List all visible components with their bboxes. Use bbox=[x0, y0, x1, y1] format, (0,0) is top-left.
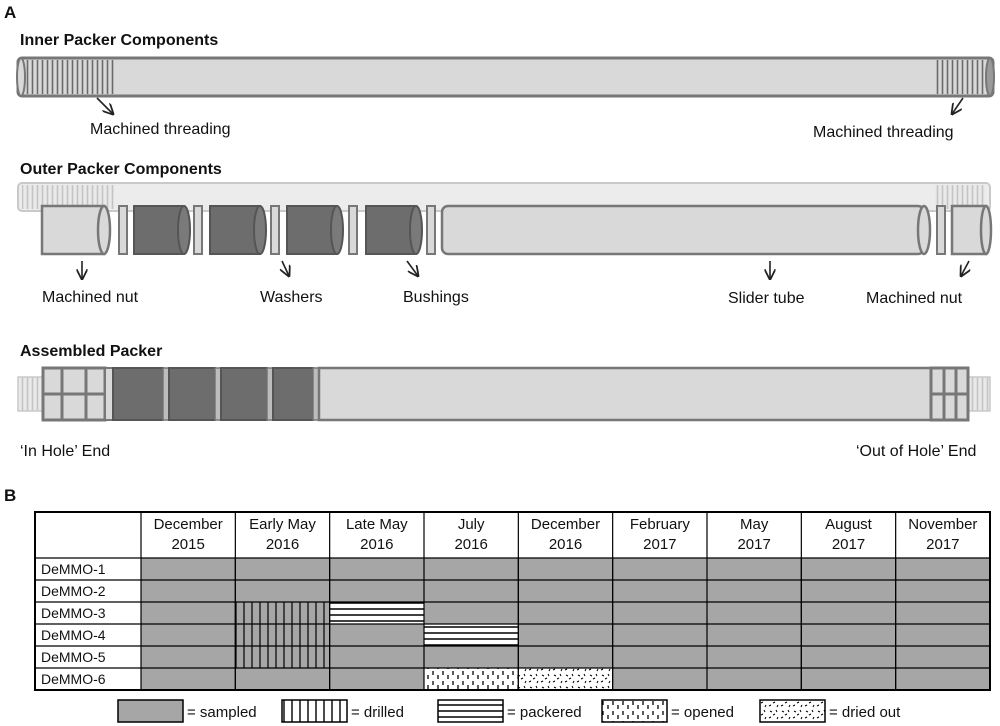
label-in-hole-end: ‘In Hole’ End bbox=[20, 443, 111, 460]
table-cell-sampled bbox=[707, 646, 801, 668]
table-cell-sampled bbox=[801, 624, 895, 646]
label-out-of-hole-end: ‘Out of Hole’ End bbox=[856, 443, 977, 460]
table-cell-sampled bbox=[707, 558, 801, 580]
table-cell-sampled bbox=[613, 580, 707, 602]
legend bbox=[118, 700, 901, 722]
table-cell-sampled bbox=[235, 580, 329, 602]
label-threading-left: Machined threading bbox=[90, 121, 231, 138]
table-cell-sampled bbox=[801, 646, 895, 668]
arrow-threading-left bbox=[97, 98, 113, 114]
column-header: May bbox=[739, 516, 769, 533]
washer bbox=[194, 206, 202, 254]
table-cell-sampled bbox=[613, 624, 707, 646]
table-cell-sampled bbox=[801, 668, 895, 690]
label-threading-right: Machined threading bbox=[813, 124, 954, 141]
legend-label-opened: = opened bbox=[671, 704, 734, 721]
arrow-threading-right bbox=[952, 98, 963, 114]
table-cell-sampled bbox=[235, 558, 329, 580]
table-cell-sampled bbox=[518, 624, 612, 646]
column-header: November bbox=[908, 516, 978, 533]
machined-nut-right bbox=[952, 206, 991, 254]
assembled-bushing bbox=[221, 368, 267, 420]
table-cell-sampled bbox=[330, 646, 424, 668]
row-label: DeMMO-1 bbox=[41, 561, 106, 577]
table-cell-sampled bbox=[424, 558, 518, 580]
column-header: 2017 bbox=[831, 536, 866, 553]
column-header: 2016 bbox=[454, 536, 488, 553]
legend-label-sampled: = sampled bbox=[187, 704, 257, 721]
column-header: 2017 bbox=[926, 536, 960, 553]
row-label: DeMMO-3 bbox=[41, 605, 106, 621]
column-header: 2016 bbox=[360, 536, 394, 553]
table-cell-sampled bbox=[707, 668, 801, 690]
column-header: 2017 bbox=[643, 536, 677, 553]
legend-swatch-sampled bbox=[118, 700, 183, 722]
row-label: DeMMO-2 bbox=[41, 583, 106, 599]
column-header: 2017 bbox=[737, 536, 771, 553]
assembled-bushing bbox=[113, 368, 163, 420]
label-machined-nut-left: Machined nut bbox=[42, 289, 139, 306]
table-cell-packered bbox=[330, 602, 424, 624]
table-cell-sampled bbox=[330, 558, 424, 580]
panel-a-letter: A bbox=[4, 3, 17, 22]
label-washers: Washers bbox=[260, 289, 323, 306]
row-label: DeMMO-4 bbox=[41, 627, 106, 643]
column-header: Early May bbox=[249, 516, 316, 533]
table-cell-sampled bbox=[896, 602, 990, 624]
table-cell-sampled bbox=[707, 624, 801, 646]
table-cell-sampled bbox=[330, 668, 424, 690]
table-cell-sampled bbox=[613, 602, 707, 624]
table-cell-sampled bbox=[896, 580, 990, 602]
assembled-thread-left bbox=[18, 377, 43, 411]
table-cell-sampled bbox=[613, 668, 707, 690]
table-cell-sampled bbox=[518, 602, 612, 624]
table-cell-sampled bbox=[518, 646, 612, 668]
outer-components bbox=[42, 206, 991, 254]
label-slider-tube: Slider tube bbox=[728, 290, 805, 307]
label-bushings: Bushings bbox=[403, 289, 469, 306]
column-header: 2015 bbox=[171, 536, 205, 553]
arrow-washers bbox=[282, 261, 289, 276]
washer bbox=[349, 206, 357, 254]
washer bbox=[937, 206, 945, 254]
machined-nut-left bbox=[42, 206, 110, 254]
column-header: December bbox=[530, 516, 601, 533]
assembled-slider-tube bbox=[319, 368, 931, 420]
table-cell-packered bbox=[424, 624, 518, 646]
inner-title: Inner Packer Components bbox=[20, 32, 219, 49]
inner-threading-left bbox=[22, 60, 114, 94]
table-cell-sampled bbox=[141, 646, 235, 668]
bushing bbox=[210, 206, 266, 254]
legend-swatch-dried bbox=[760, 700, 825, 722]
table-cell-sampled bbox=[141, 580, 235, 602]
table-cell-sampled bbox=[424, 602, 518, 624]
assembled-bushing bbox=[169, 368, 215, 420]
washer bbox=[271, 206, 279, 254]
table-cell-sampled bbox=[896, 668, 990, 690]
inner-threading-right bbox=[935, 60, 985, 94]
assembled-bushing bbox=[273, 368, 313, 420]
table-cell-sampled bbox=[424, 580, 518, 602]
table-cell-sampled bbox=[707, 580, 801, 602]
assembled-title: Assembled Packer bbox=[20, 343, 163, 360]
legend-label-dried: = dried out bbox=[829, 704, 901, 721]
table-cell-sampled bbox=[896, 558, 990, 580]
table-cell-sampled bbox=[330, 624, 424, 646]
legend-swatch-packered bbox=[438, 700, 503, 722]
table-cell-sampled bbox=[141, 624, 235, 646]
sampling-table bbox=[35, 512, 990, 690]
legend-swatch-drilled bbox=[282, 700, 347, 722]
bushing bbox=[366, 206, 422, 254]
outer-title: Outer Packer Components bbox=[20, 161, 222, 178]
washer bbox=[427, 206, 435, 254]
panel-b-letter: B bbox=[4, 486, 17, 505]
bushing bbox=[134, 206, 190, 254]
table-cell-sampled bbox=[424, 646, 518, 668]
table-cell-sampled bbox=[896, 646, 990, 668]
table-cell-dried bbox=[518, 668, 612, 690]
column-header: Late May bbox=[345, 516, 408, 533]
legend-label-drilled: = drilled bbox=[351, 704, 404, 721]
table-cell-sampled bbox=[518, 580, 612, 602]
table-cell-sampled bbox=[518, 558, 612, 580]
column-header: 2016 bbox=[548, 536, 583, 553]
row-label: DeMMO-6 bbox=[41, 671, 106, 687]
bushing bbox=[287, 206, 343, 254]
table-cell-sampled bbox=[330, 580, 424, 602]
assembled-thread-right bbox=[968, 377, 990, 411]
column-header: 2016 bbox=[265, 536, 300, 553]
table-cell-sampled bbox=[801, 580, 895, 602]
table-cell-drilled bbox=[235, 624, 329, 646]
label-machined-nut-right: Machined nut bbox=[866, 290, 963, 307]
table-cell-drilled bbox=[235, 646, 329, 668]
table-cell-sampled bbox=[235, 668, 329, 690]
table-cell-sampled bbox=[613, 646, 707, 668]
assembled-packer bbox=[18, 368, 990, 420]
column-header: August bbox=[825, 516, 872, 533]
table-cell-sampled bbox=[707, 602, 801, 624]
column-header: December bbox=[153, 516, 223, 533]
table-cell-sampled bbox=[801, 558, 895, 580]
arrow-nut-right bbox=[961, 261, 969, 276]
legend-swatch-opened bbox=[602, 700, 667, 722]
table-cell-sampled bbox=[613, 558, 707, 580]
washer bbox=[119, 206, 127, 254]
arrow-bushings bbox=[407, 261, 418, 276]
table-cell-sampled bbox=[141, 602, 235, 624]
table-cell-sampled bbox=[141, 558, 235, 580]
table-cell-drilled bbox=[235, 602, 329, 624]
table-cell-sampled bbox=[801, 602, 895, 624]
column-header: February bbox=[629, 516, 690, 533]
table-cell-sampled bbox=[141, 668, 235, 690]
column-header: July bbox=[457, 516, 485, 533]
legend-label-packered: = packered bbox=[507, 704, 582, 721]
table-cell-sampled bbox=[896, 624, 990, 646]
inner-rod bbox=[17, 58, 994, 96]
table-cell-opened bbox=[424, 668, 518, 690]
row-label: DeMMO-5 bbox=[41, 649, 106, 665]
slider-tube bbox=[442, 206, 930, 254]
